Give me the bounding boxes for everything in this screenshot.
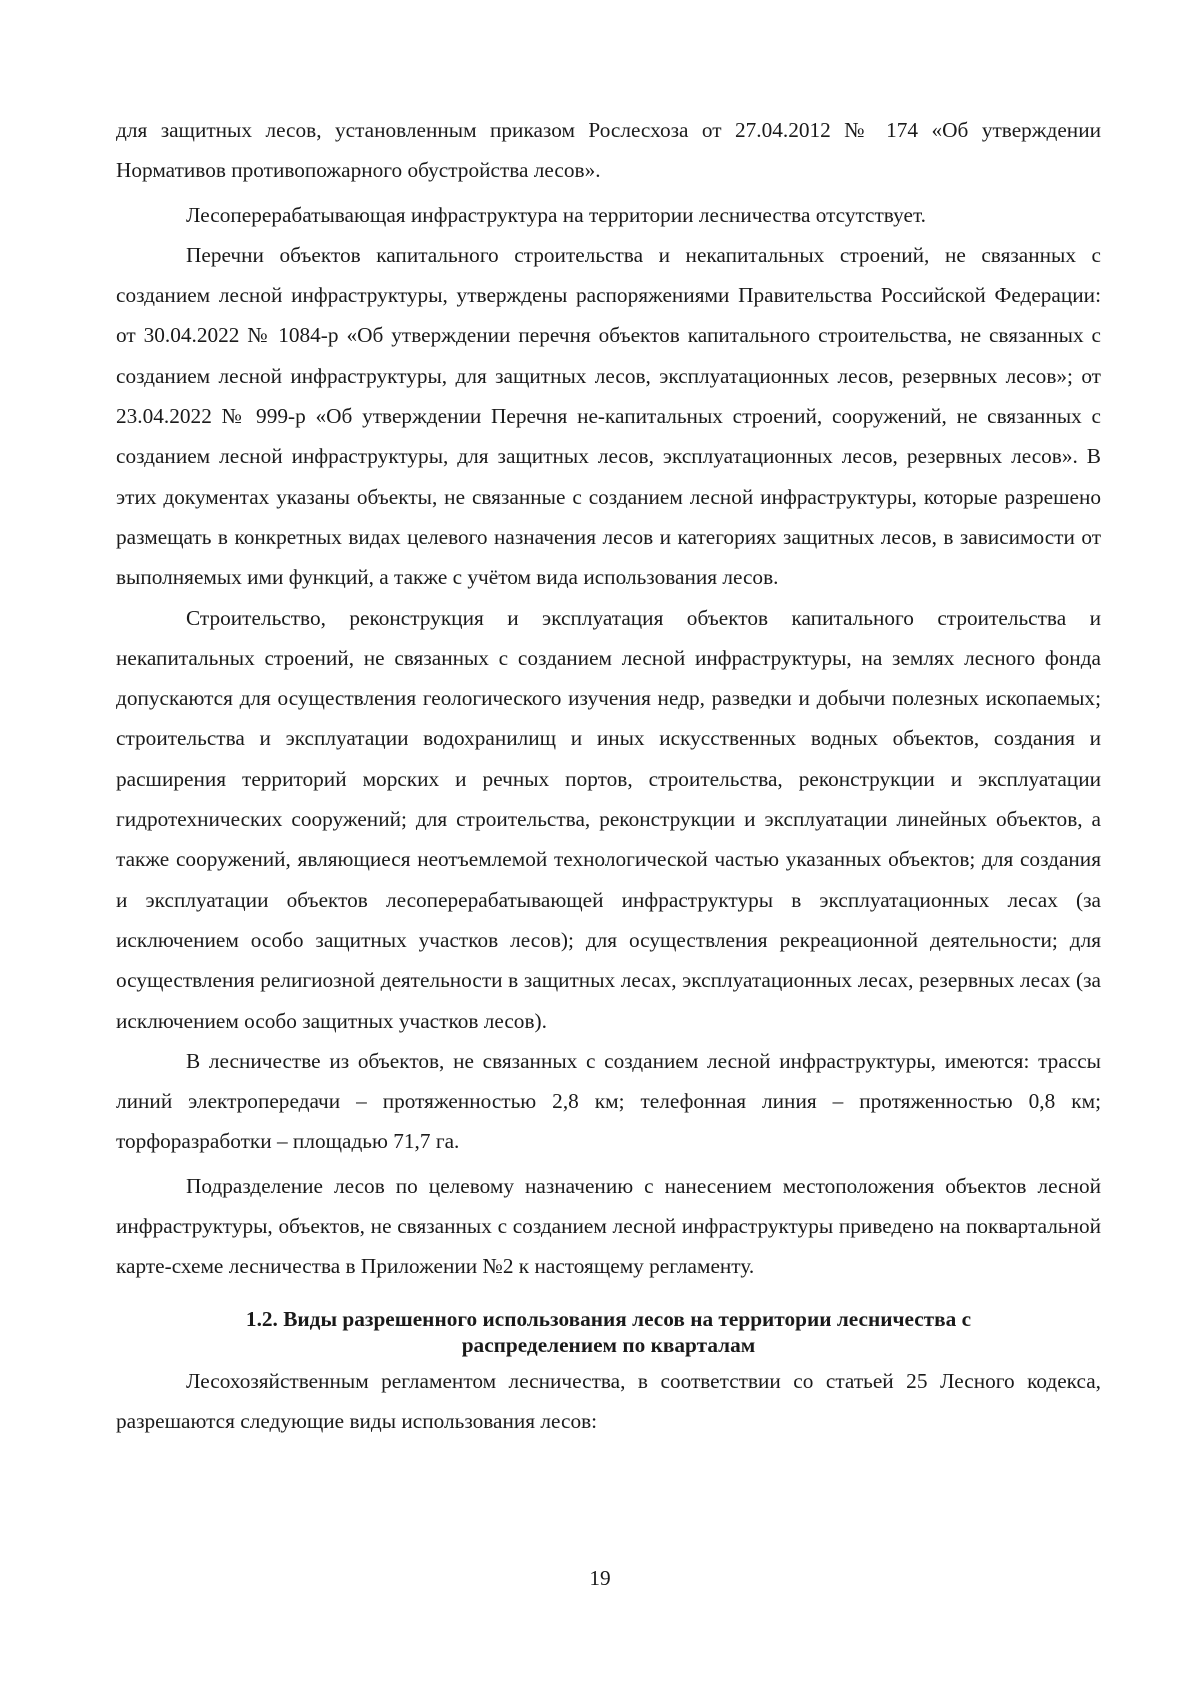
paragraph-existing-objects: В лесничестве из объектов, не связанных с созданием лесной инфраструктуры, имеются: трассы линий электропередачи – протяженностью 2,8 км; телефонная линия – протяженностью 0,8 км; торфоразработки – площадью 71,7 га. xyxy=(116,1048,1101,1154)
page-number: 19 xyxy=(589,1566,611,1590)
paragraph-protective-forests-order: для защитных лесов, установленным приказом Рослесхоза от 27.04.2012 № 174 «Об утверждении Нормативов противопожарного обустройства лесов». xyxy=(116,118,1101,183)
document-page xyxy=(116,110,1101,1441)
paragraph-permitted-uses: Лесохозяйственным регламентом лесничества, в соответствии со статьей 25 Лесного кодекса, разрешаются следующие виды использования лесов: xyxy=(116,1368,1101,1433)
paragraph-object-lists: Перечни объектов капитального строительства и некапитальных строений, не связанных с созданием лесной инфраструктуры, утверждены распоряжениями Правительства Российской Федерации: от 30.04.2022 № 1084-р «Об утверждении перечня объектов капитального строительства, не связанных с созданием лесной инфраструктуры, для защитных лесов, эксплуатационных лесов, резервных лесов»; от 23.04.2022 № 999-р «Об утверждении Перечня не-капитальных строений, сооружений, не связанных с созданием лесной инфраструктуры, для защитных лесов, эксплуатационных лесов, резервных лесов». В этих документах указаны объекты, не связанные с созданием лесной инфраструктуры, которые разрешено размещать в конкретных видах целевого назначения лесов и категориях защитных лесов, в зависимости от выполняемых ими функций, а также с учётом вида использования лесов. xyxy=(116,242,1101,590)
section-heading-line-2: распределением по кварталам xyxy=(461,1332,756,1357)
section-heading-line-1: 1.2. Виды разрешенного использования лесов на территории лесничества с xyxy=(245,1306,972,1331)
section-heading xyxy=(116,1306,1101,1358)
paragraph-processing-infrastructure: Лесоперерабатывающая инфраструктура на территории лесничества отсутствует. xyxy=(186,202,926,227)
paragraph-map-reference: Подразделение лесов по целевому назначению с нанесением местоположения объектов лесной инфраструктуры, объектов, не связанных с созданием лесной инфраструктуры приведено на поквартальной карте-схеме лесничества в Приложении №2 к настоящему регламенту. xyxy=(116,1173,1101,1279)
paragraph-construction-permitted: Строительство, реконструкция и эксплуатация объектов капитального строительства и некапитальных строений, не связанных с созданием лесной инфраструктуры, на землях лесного фонда допускаются для осуществления геологического изучения недр, разведки и добычи полезных ископаемых; строительства и эксплуатации водохранилищ и иных искусственных водных объектов, создания и расширения территорий морских и речных портов, строительства, реконструкции и эксплуатации гидротехнических сооружений; для строительства, реконструкции и эксплуатации линейных объектов, а также сооружений, являющиеся неотъемлемой технологической частью указанных объектов; для создания и эксплуатации объектов лесоперерабатывающей инфраструктуры в эксплуатационных лесах (за исключением особо защитных участков лесов); для осуществления рекреационной деятельности; для осуществления религиозной деятельности в защитных лесах, эксплуатационных лесах, резервных лесах (за исключением особо защитных участков лесов). xyxy=(116,605,1101,1033)
